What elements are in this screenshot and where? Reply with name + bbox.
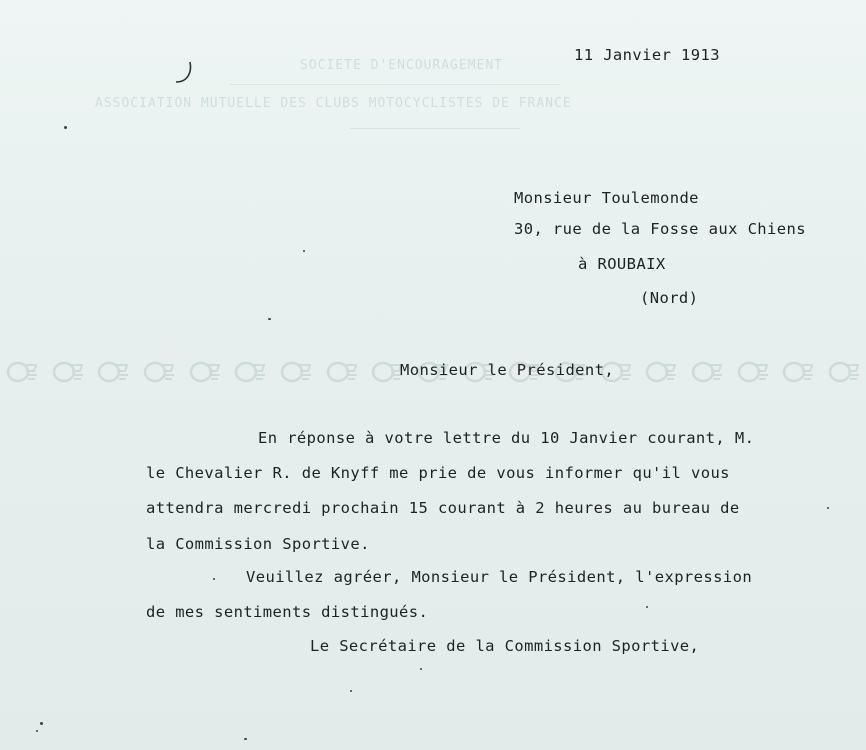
closing-line: Veuillez agréer, Monsieur le Président, l'expression — [246, 568, 753, 586]
address-region: (Nord) — [640, 289, 699, 307]
body-line: attendra mercredi prochain 15 courant à 2 heures au bureau de — [146, 499, 740, 517]
signature-line: Le Secrétaire de la Commission Sportive, — [310, 637, 700, 655]
ghost-letterhead-subtitle: SOCIETE D'ENCOURAGEMENT — [300, 58, 504, 73]
body-line: la Commission Sportive. — [146, 535, 370, 553]
speck — [827, 507, 829, 509]
speck — [303, 250, 305, 252]
address-name: Monsieur Toulemonde — [514, 189, 699, 207]
watermark-logo-icon — [689, 357, 725, 385]
watermark-logo-icon — [232, 357, 268, 385]
address-street: 30, rue de la Fosse aux Chiens — [514, 220, 806, 238]
watermark-logo-icon — [324, 357, 360, 385]
body-line: le Chevalier R. de Knyff me prie de vous informer qu'il vous — [146, 464, 730, 482]
watermark-logo-icon — [4, 357, 40, 385]
body-line: En réponse à votre lettre du 10 Janvier courant, M. — [258, 429, 755, 447]
speck — [646, 606, 648, 608]
pen-mark-icon — [168, 58, 198, 88]
ghost-rule-top — [230, 84, 560, 85]
ghost-letterhead-title: ASSOCIATION MUTUELLE DES CLUBS MOTOCYCLISTES DE FRANCE — [95, 96, 572, 111]
watermark-logo-icon — [141, 357, 177, 385]
speck — [64, 126, 67, 129]
speck — [36, 730, 38, 732]
watermark-logo-icon — [50, 357, 86, 385]
watermark-logo-icon — [187, 357, 223, 385]
watermark-logo-icon — [735, 357, 771, 385]
ghost-rule-bottom — [350, 128, 520, 129]
address-city: à ROUBAIX — [578, 255, 666, 273]
speck — [420, 668, 422, 670]
watermark-logo-icon — [643, 357, 679, 385]
watermark-logo-icon — [95, 357, 131, 385]
watermark-logo-icon — [278, 357, 314, 385]
watermark-logo-icon — [780, 357, 816, 385]
speck — [244, 738, 247, 740]
speck — [40, 722, 43, 725]
speck — [268, 318, 271, 320]
letter-date: 11 Janvier 1913 — [574, 46, 720, 64]
watermark-logo-icon — [826, 357, 862, 385]
salutation: Monsieur le Président, — [400, 361, 615, 379]
speck — [350, 690, 352, 692]
closing-line: de mes sentiments distingués. — [146, 603, 429, 621]
speck — [213, 578, 215, 580]
